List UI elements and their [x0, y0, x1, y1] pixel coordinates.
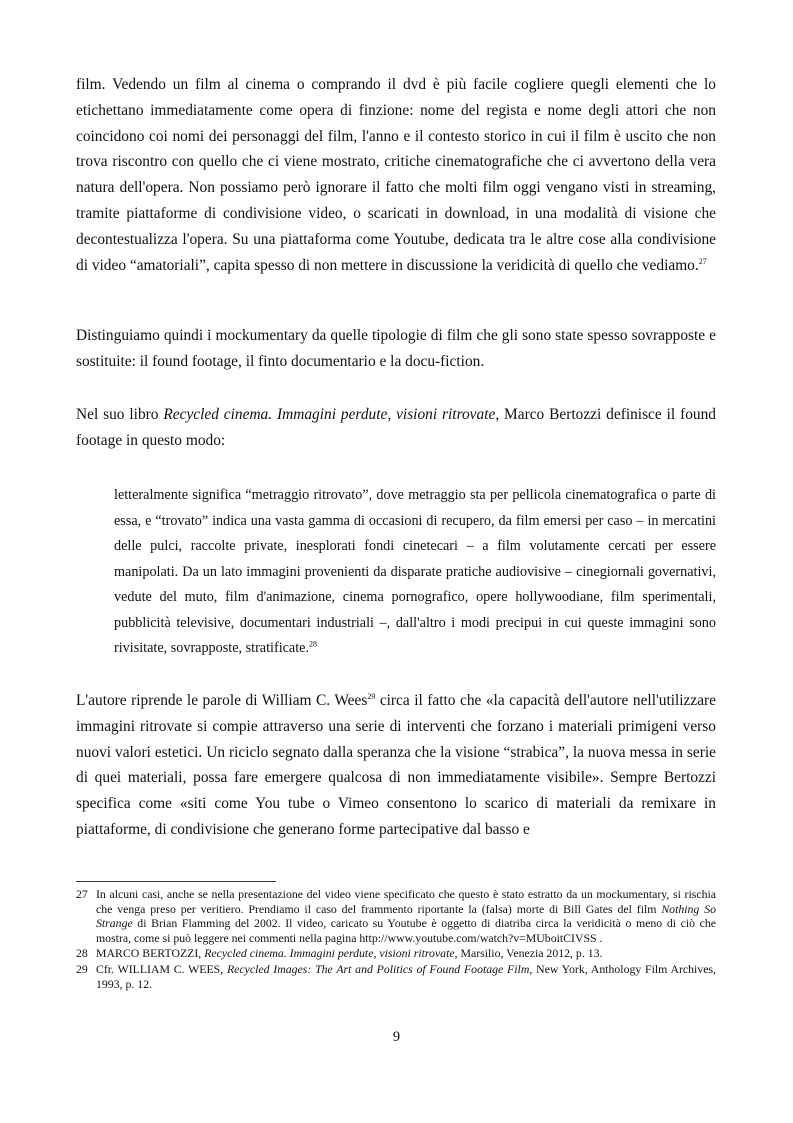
footnote-27 [76, 887, 716, 945]
footnote-text: , New York, Anthology Film Archives, 1993, p. 12. [96, 961, 716, 991]
paragraph-text: film. Vedendo un film al cinema o comprando il dvd è più facile cogliere quegli elementi che lo etichettano immediatamente come opera di finzione: nome del regista e nome degli attori che non coincidono coi nomi dei personaggi del film, l'anno e il contesto storico in cui il film è uscito che non trova riscontro con quello che ci viene mostrato, critiche cinematografiche che ci avvertono della vera natura dell'opera. Non possiamo però ignorare il fatto che molti film oggi vengano visti in streaming, tramite piattaforme di condivisione video, o scaricati in download, in una modalità di visione che decontestualizza l'opera. Su una piattaforma come Youtube, dedicata tra le altre cose alla condivisione di video “amatoriali”, capita spesso di non mettere in discussione la veridicità di quello che vediamo. [76, 76, 716, 274]
paragraph-distinction [76, 323, 716, 375]
footnote-ref-29[interactable]: 29 [367, 691, 376, 701]
footnote-number: 28 [76, 946, 88, 961]
book-title: Recycled cinema. Immagini perdute, visioni ritrovate [204, 946, 455, 961]
footnote-text: Cfr. WILLIAM C. WEES, [96, 961, 227, 976]
book-title: Recycled Images: The Art and Politics of Found Footage Film [226, 961, 530, 976]
block-quote [114, 483, 716, 662]
paragraph-wees [76, 688, 716, 843]
page-number: 9 [392, 1029, 401, 1045]
footnote-text: di Brian Flamming del 2002. Il video, caricato su Youtube è oggetto di diatriba circa la veridicità o meno di ciò che mostra, come si può leggere nei commenti nella pagina http://www.youtube.com/watch?v=MUboitCIVSS . [96, 916, 716, 945]
footnote-28 [76, 946, 716, 961]
paragraph-text: Distinguiamo quindi i mockumentary da quelle tipologie di film che gli sono state spesso sovrapposte e sostituite: il found footage, il finto documentario e la docu-fiction. [76, 327, 716, 370]
footnote-29 [76, 962, 716, 991]
footnote-text: , Marsilio, Venezia 2012, p. 13. [454, 946, 603, 961]
paragraph-text: , Marco Bertozzi definisce il found footage in questo modo: [76, 406, 716, 449]
footnote-ref-27[interactable]: 27 [698, 256, 707, 266]
quote-text: letteralmente significa “metraggio ritrovato”, dove metraggio sta per pellicola cinematografica o parte di essa, e “trovato” indica una vasta gamma di occasioni di recupero, da film emersi per caso – in mercatini delle pulci, raccolte private, inesplorati fondi cinetecari – a film volutamente cercati per essere manipolati. Da un lato immagini provenienti da disparate pratiche audiovisive – cinegiornali governativi, vedute del muto, film d'animazione, cinema pornografico, opere hollywoodiane, film sperimentali, pubblicità televisive, documentari industriali –, dall'altro i modi precipui in cui queste immagini sono rivisitate, sovrapposte, stratificate. [114, 487, 716, 656]
film-title: Nothing So Strange [96, 901, 717, 931]
paragraph-text: circa il fatto che «la capacità dell'autore nell'utilizzare immagini ritrovate si compie attraverso una serie di interventi che forzano i materiali primigeni verso nuovi valori estetici. Un riciclo segnato dalla speranza che la visione “strabica”, la nuova messa in serie di quei materiali, possa fare emergere qualcosa di non immediatamente visibile». Sempre Bertozzi specifica come «siti come You tube o Vimeo consentono lo scarico di materiali da remixare in piattaforme, di condivisione che generano forme partecipative dal basso e [76, 692, 716, 838]
footnote-separator [76, 881, 276, 882]
footnote-text: MARCO BERTOZZI, [96, 946, 205, 961]
paragraph-text: L'autore riprende le parole di William C. Wees [76, 692, 368, 709]
book-title: Recycled cinema. Immagini perdute, visioni ritrovate [163, 406, 496, 423]
footnote-ref-28[interactable]: 28 [309, 639, 318, 649]
footnotes [76, 887, 716, 992]
paragraph-text: Nel suo libro [76, 406, 164, 423]
footnote-number: 27 [76, 887, 88, 901]
footnote-number: 29 [76, 961, 88, 976]
paragraph-bertozzi-intro [76, 402, 716, 454]
paragraph-streaming [76, 72, 716, 278]
footnote-text: In alcuni casi, anche se nella presentazione del video viene specificato che questo è stato estratto da un mockumentary, si rischia che venga preso per veritiero. Prendiamo il caso del frammento riportante la (falsa) morte di Bill Gates del film [96, 887, 716, 916]
